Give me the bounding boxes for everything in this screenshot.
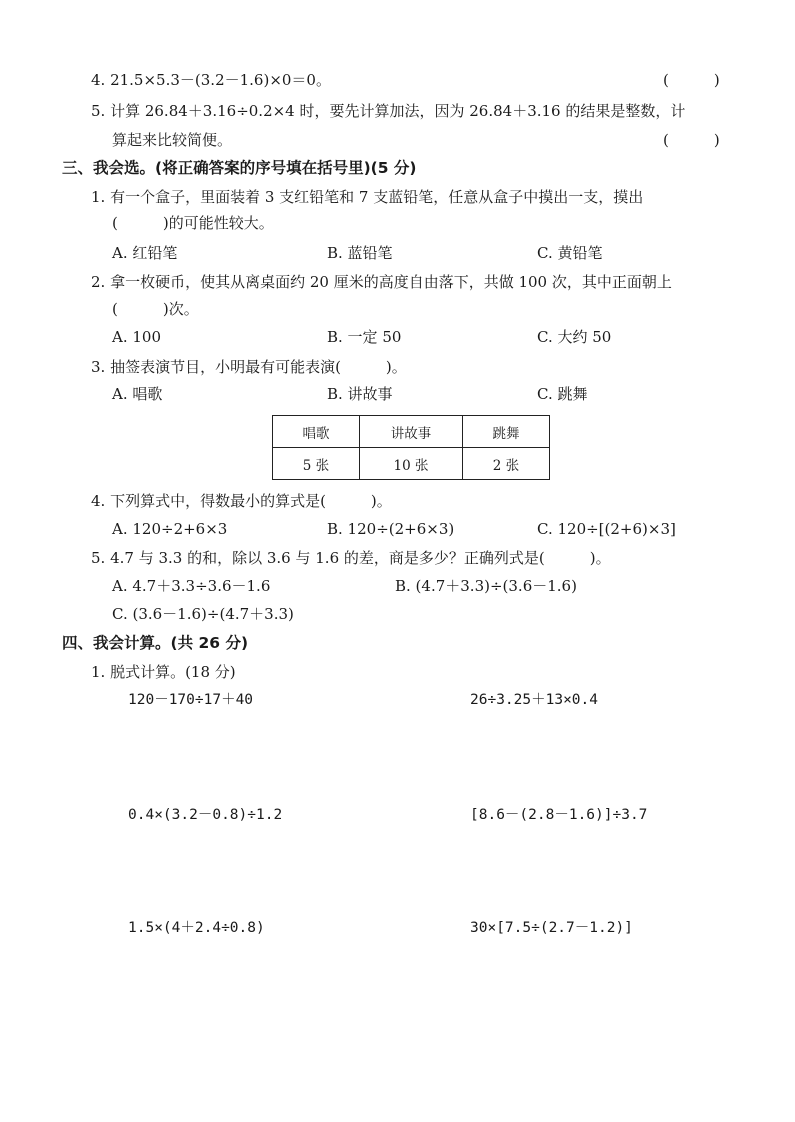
s3-q3-option-a[interactable]: A. 唱歌 xyxy=(112,385,163,403)
s3-q5-line1: 5. 4.7 与 3.3 的和，除以 3.6 与 1.6 的差，商是多少？正确列式是( )。 xyxy=(91,549,611,567)
s3-q4-line1: 4. 下列算式中，得数最小的算式是( )。 xyxy=(91,492,392,510)
s3-q3-line1: 3. 抽签表演节目，小明最有可能表演( )。 xyxy=(91,358,407,376)
table-header-cell: 讲故事 xyxy=(360,416,463,448)
s3-q3-option-c[interactable]: C. 跳舞 xyxy=(537,385,588,403)
table-row xyxy=(273,448,550,480)
judge-q5-line1: 5. 计算 26.84＋3.16÷0.2×4 时，要先计算加法，因为 26.84＋3.16 的结果是整数，计 xyxy=(91,102,686,120)
section4-title: 四、我会计算。(共 26 分) xyxy=(62,634,249,652)
table-header-cell: 唱歌 xyxy=(273,416,360,448)
calc-expression: 0.4×(3.2－0.8)÷1.2 xyxy=(128,807,283,823)
table-cell: 2 张 xyxy=(463,448,550,480)
s3-q4-option-a[interactable]: A. 120÷2+6×3 xyxy=(112,520,228,538)
s3-q5-option-b[interactable]: B. (4.7＋3.3)÷(3.6－1.6) xyxy=(395,577,577,595)
section3-title: 三、我会选。(将正确答案的序号填在括号里)(5 分) xyxy=(62,159,417,177)
table-header-row xyxy=(273,416,550,448)
s3-q2-option-b[interactable]: B. 一定 50 xyxy=(327,328,402,346)
s3-q2-option-c[interactable]: C. 大约 50 xyxy=(537,328,612,346)
judge-q5-line2: 算起来比较简便。 xyxy=(112,131,233,149)
calc-expression: 30×[7.5÷(2.7－1.2)] xyxy=(470,920,633,936)
judge-q5-blank[interactable]: ( ) xyxy=(663,131,720,149)
s3-q5-option-c[interactable]: C. (3.6－1.6)÷(4.7＋3.3) xyxy=(112,605,294,623)
s3-q2-line2: ( )次。 xyxy=(112,300,199,318)
table-header-cell: 跳舞 xyxy=(463,416,550,448)
s3-q1-line1: 1. 有一个盒子，里面装着 3 支红铅笔和 7 支蓝铅笔，任意从盒子中摸出一支，摸出 xyxy=(91,188,644,206)
calc-expression: 1.5×(4＋2.4÷0.8) xyxy=(128,920,265,936)
s3-q4-option-c[interactable]: C. 120÷[(2+6)×3] xyxy=(537,520,676,538)
s3-q1-option-c[interactable]: C. 黄铅笔 xyxy=(537,244,603,262)
calc-expression: 26÷3.25＋13×0.4 xyxy=(470,692,598,708)
lottery-table xyxy=(272,415,550,480)
s4-sub1-title: 1. 脱式计算。(18 分) xyxy=(91,663,236,681)
table-cell: 10 张 xyxy=(360,448,463,480)
judge-q4-text: 4. 21.5×5.3－(3.2－1.6)×0＝0。 xyxy=(91,71,331,89)
s3-q1-option-a[interactable]: A. 红铅笔 xyxy=(112,244,178,262)
s3-q1-line2: ( )的可能性较大。 xyxy=(112,214,274,232)
calc-expression: 120－170÷17＋40 xyxy=(128,692,254,708)
table-cell: 5 张 xyxy=(273,448,360,480)
s3-q5-option-a[interactable]: A. 4.7＋3.3÷3.6－1.6 xyxy=(112,577,271,595)
judge-q4-blank[interactable]: ( ) xyxy=(663,71,720,89)
s3-q2-line1: 2. 拿一枚硬币，使其从离桌面约 20 厘米的高度自由落下，共做 100 次，其中正面朝上 xyxy=(91,273,672,291)
calc-expression: [8.6－(2.8－1.6)]÷3.7 xyxy=(470,807,648,823)
s3-q1-option-b[interactable]: B. 蓝铅笔 xyxy=(327,244,393,262)
s3-q4-option-b[interactable]: B. 120÷(2+6×3) xyxy=(327,520,455,538)
s3-q3-option-b[interactable]: B. 讲故事 xyxy=(327,385,393,403)
s3-q2-option-a[interactable]: A. 100 xyxy=(112,328,161,346)
